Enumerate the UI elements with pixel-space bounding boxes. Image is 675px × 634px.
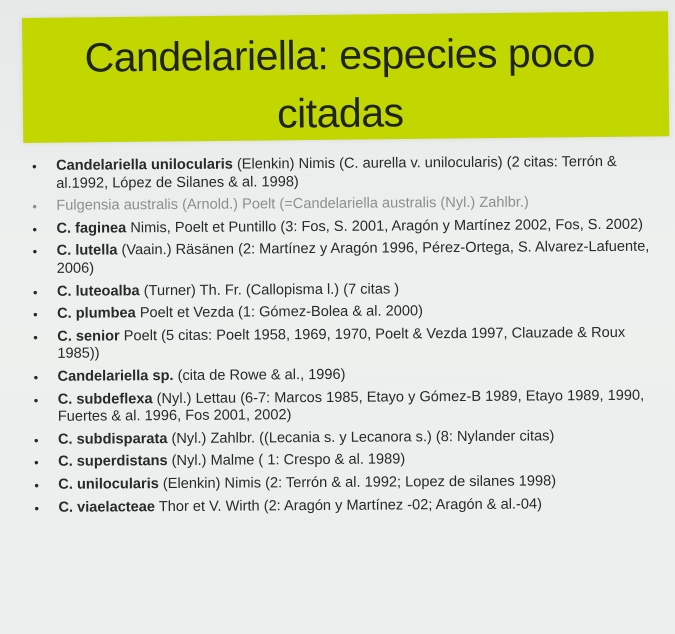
bullet-icon: • — [33, 392, 39, 408]
bullet-icon: • — [34, 477, 39, 493]
bullet-icon: • — [33, 329, 38, 345]
bullet-icon: • — [33, 307, 38, 323]
species-name: C. faginea — [56, 220, 127, 237]
species-details: (Nyl.) Malme ( 1: Crespo & al. 1989) — [167, 451, 406, 470]
species-list — [30, 154, 663, 522]
list-item — [31, 365, 661, 387]
list-item — [31, 302, 661, 324]
species-name: Candelariella unilocularis — [55, 156, 233, 174]
species-details: (cita de Rowe & al., 1996) — [173, 366, 346, 384]
bullet-icon: • — [32, 158, 37, 174]
species-details: Poelt (5 citas: Poelt 1958, 1969, 1970, Poelt & Vezda 1997, Clauzade & Roux 1985)) — [57, 324, 626, 363]
species-details: (Nyl.) Lettau (6-7: Marcos 1985, Etayo y Gómez-B 1989, Etayo 1989, 1990, Fuertes & al. 1996, Fos 2001, 2002) — [57, 387, 645, 425]
species-name: C. luteoalba — [56, 282, 140, 300]
list-item — [32, 473, 662, 495]
species-details: (Vaain.) Räsänen (2: Martínez y Aragón 1996, Pérez-Ortega, S. Alvarez-Lafuente, 2006) — [56, 239, 650, 277]
species-name: Candelariella sp. — [57, 367, 174, 385]
bullet-icon: • — [32, 244, 38, 260]
bullet-icon: • — [32, 221, 38, 237]
list-item — [31, 279, 661, 301]
bullet-icon: • — [32, 199, 37, 215]
species-name: C. plumbea — [57, 305, 136, 322]
species-details: Nimis, Poelt et Puntillo (3: Fos, S. 2001, Aragón y Martínez 2002, Fos, S. 2002) — [126, 216, 644, 237]
list-item — [30, 154, 660, 194]
list-item — [31, 239, 661, 279]
list-item — [32, 495, 662, 517]
species-details: (Nyl.) Zahlbr. ((Lecania s. y Lecanora s.) (8: Nylander citas) — [167, 428, 555, 447]
list-item — [32, 450, 662, 472]
species-name: C. subdeflexa — [57, 390, 153, 408]
species-details: (Elenkin) Nimis (2: Terrón & al. 1992; Lopez de silanes 1998) — [158, 473, 557, 493]
species-details: Poelt et Vezda (1: Gómez-Bolea & al. 2000) — [135, 303, 423, 322]
species-details: (Elenkin) Nimis (C. aurella v. unilocularis) (2 citas: Terrón & al.1992, López de Silanes & al. 1998) — [56, 153, 617, 192]
species-details: Thor et V. Wirth (2: Aragón y Martínez -02; Aragón & al.-04) — [154, 495, 542, 515]
species-name: C. senior — [57, 328, 120, 345]
list-item — [30, 216, 660, 238]
bullet-icon: • — [32, 284, 38, 300]
species-name: C. unilocularis — [58, 476, 159, 493]
species-name: C. lutella — [56, 242, 118, 260]
list-item — [30, 194, 660, 216]
bullet-icon: • — [34, 500, 40, 516]
bullet-icon: • — [34, 455, 39, 471]
list-item — [32, 427, 662, 449]
bullet-icon: • — [33, 432, 39, 448]
species-details: (Turner) Th. Fr. (Callopisma l.) (7 citas ) — [139, 280, 400, 299]
list-item — [32, 387, 662, 427]
species-name: C. subdisparata — [57, 430, 168, 448]
species-name: C. viaelacteae — [58, 498, 156, 516]
species-details: Fulgensia australis (Arnold.) Poelt (=Candelariella australis (Nyl.) Zahlbr.) — [56, 194, 529, 215]
slide-title: Candelariella: especies poco citadas — [84, 29, 596, 137]
bullet-icon: • — [33, 369, 39, 385]
species-name: C. superdistans — [58, 453, 168, 471]
list-item — [31, 324, 661, 364]
